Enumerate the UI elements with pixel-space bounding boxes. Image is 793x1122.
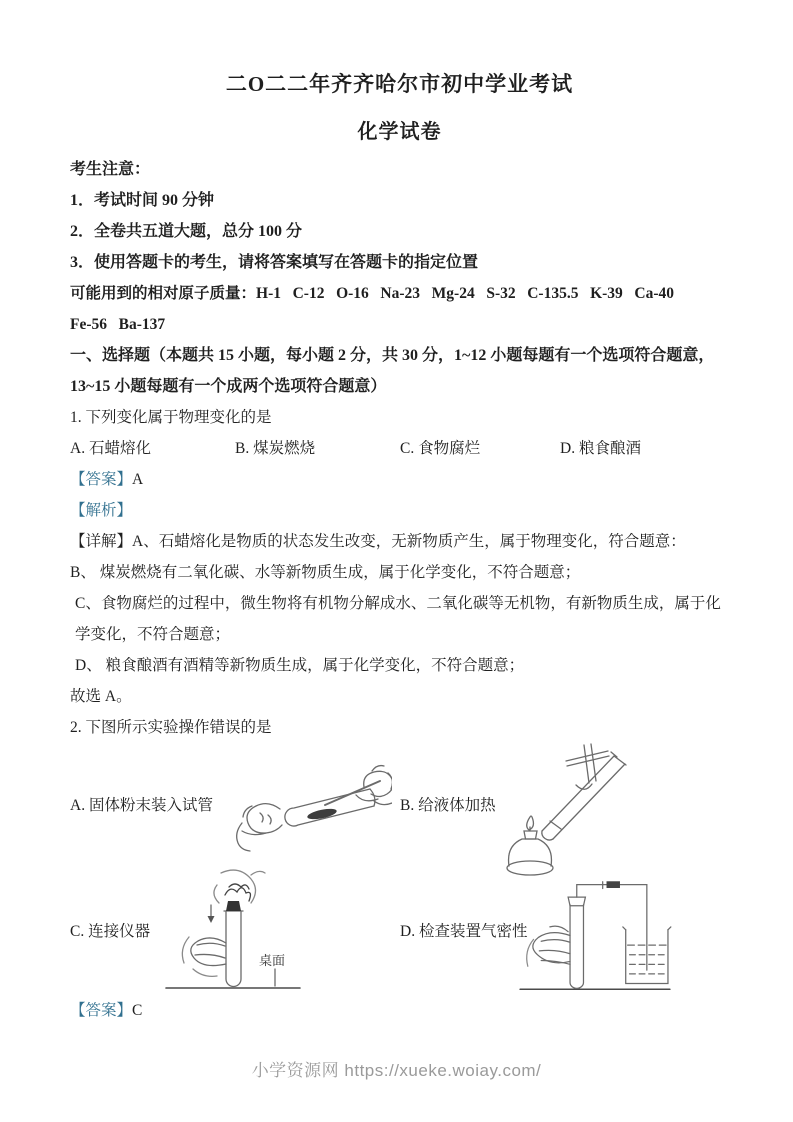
analysis-tag: 【解析】 bbox=[70, 502, 133, 519]
q2-option-b-label: B. 给液体加热 bbox=[400, 797, 496, 814]
atomic-mass-line-1 bbox=[70, 278, 729, 309]
atomic-mass-label: 可能用到的相对原子质量： bbox=[70, 285, 257, 302]
q1-option-c: C. 食物腐烂 bbox=[400, 440, 481, 457]
q1-detail-d: D、 粮食酿酒有酒精等新物质生成，属于化学变化，不符合题意； bbox=[75, 657, 525, 674]
footer-site-link[interactable]: 小学资源网 https://xueke.woiay.com/ bbox=[251, 1061, 542, 1080]
footer bbox=[0, 1060, 793, 1082]
q1-answer-value: A bbox=[132, 471, 144, 488]
question-1-text: 1. 下列变化属于物理变化的是 bbox=[70, 409, 272, 426]
atomic-mass-values-1: H-1 C-12 O-16 Na-23 Mg-24 S-32 C-135.5 K-39 Ca-40 bbox=[256, 285, 675, 302]
figure-powder-into-tube-illustration bbox=[222, 759, 392, 859]
notice-item-answer-sheet: 3．使用答题卡的考生，请将答案填写在答题卡的指定位置 bbox=[70, 254, 479, 271]
page-subtitle: 化学试卷 bbox=[357, 121, 442, 143]
atomic-mass-line-2: Fe-56 Ba-137 bbox=[70, 316, 166, 333]
figure-connect-apparatus-illustration bbox=[163, 865, 303, 995]
q1-conclusion: 故选 A。 bbox=[70, 688, 132, 705]
q2-option-a-label: A. 固体粉末装入试管 bbox=[70, 797, 213, 814]
notice-item-score: 2．全卷共五道大题，总分 100 分 bbox=[70, 223, 303, 240]
answer-tag: 【答案】 bbox=[70, 471, 133, 488]
q2-option-d-label: D. 检查装置气密性 bbox=[400, 923, 528, 940]
detail-tag: 【详解】 bbox=[70, 533, 133, 550]
q2-answer-value: C bbox=[132, 1002, 143, 1019]
q1-detail-a: 【详解】A、石蜡熔化是物质的状态发生改变，无新物质产生，属于物理变化，符合题意： bbox=[70, 533, 686, 550]
q1-answer-line bbox=[70, 464, 729, 495]
notice-item-time: 1．考试时间 90 分钟 bbox=[70, 192, 215, 209]
q1-option-a: A. 石蜡熔化 bbox=[70, 440, 151, 457]
answer-tag-2: 【答案】 bbox=[70, 1002, 133, 1019]
notice-section bbox=[70, 154, 729, 340]
question-1-options bbox=[70, 433, 729, 464]
figure-heating-liquid-illustration bbox=[488, 741, 648, 881]
notice-heading: 考生注意： bbox=[70, 161, 151, 178]
question-2-text: 2. 下图所示实验操作错误的是 bbox=[70, 719, 272, 736]
desk-caption: 桌面 bbox=[259, 953, 286, 968]
q1-detail-c: C、食物腐烂的过程中，微生物将有机物分解成水、二氧化碳等无机物，有新物质生成，属于化学变化，不符合题意； bbox=[75, 595, 721, 643]
q1-option-b: B. 煤炭燃烧 bbox=[235, 440, 316, 457]
figure-airtightness-check-illustration bbox=[518, 876, 672, 996]
q1-analysis-line bbox=[70, 495, 729, 526]
section1-header: 一、选择题（本题共 15 小题，每小题 2 分，共 30 分，1~12 小题每题有一个选项符合题意，13~15 小题每题有一个成两个选项符合题意） bbox=[70, 347, 715, 395]
q1-option-d: D. 粮食酿酒 bbox=[560, 440, 641, 457]
question-2-figures bbox=[70, 743, 729, 995]
q2-answer-line bbox=[70, 995, 729, 1026]
q1-detail-b: B、 煤炭燃烧有二氧化碳、水等新物质生成，属于化学变化，不符合题意； bbox=[70, 564, 581, 581]
q2-option-c-label: C. 连接仪器 bbox=[70, 923, 151, 940]
page-title: 二O二二年齐齐哈尔市初中学业考试 bbox=[225, 72, 574, 96]
